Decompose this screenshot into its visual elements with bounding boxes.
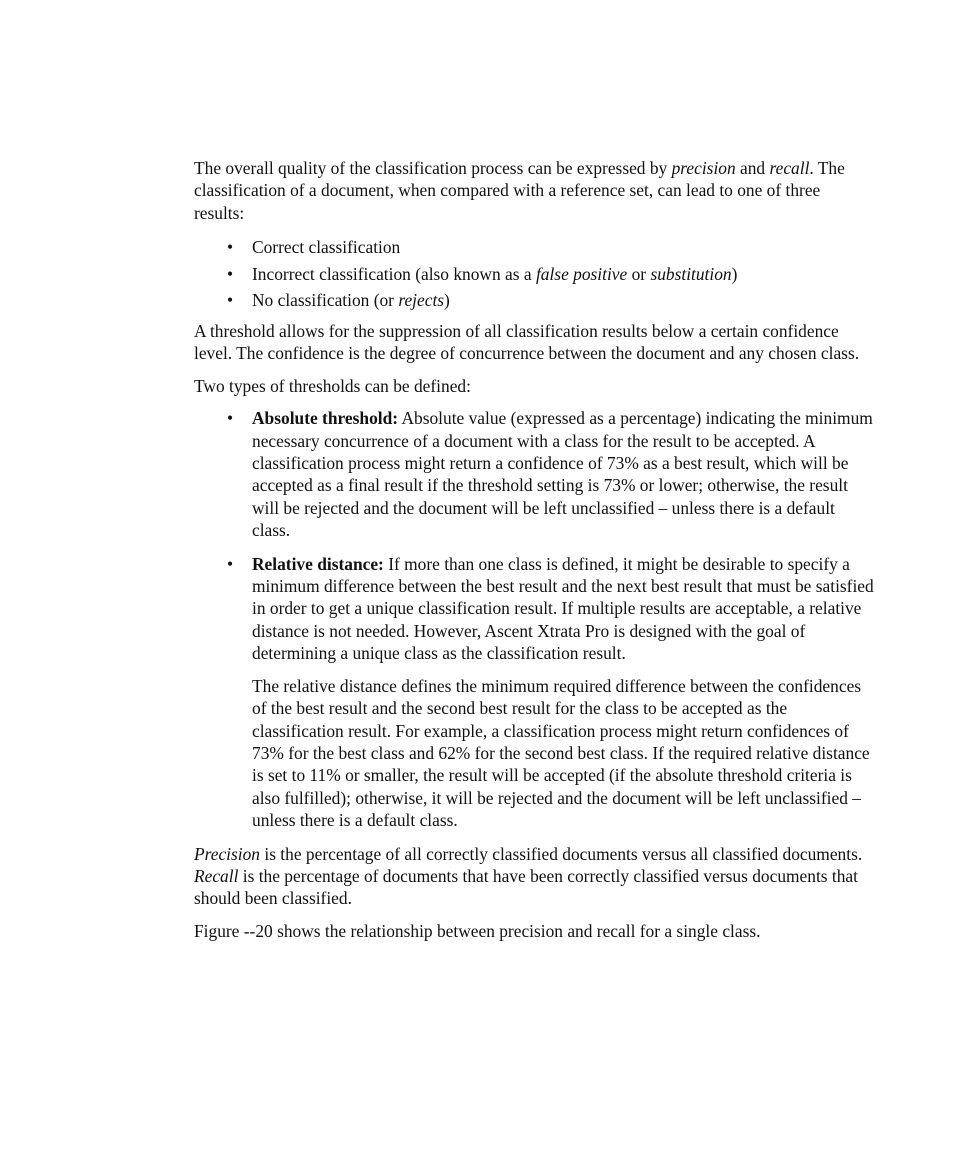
list-item-relative-distance: • Relative distance: If more than one class is defined, it might be desirable to specify a minimum difference between the best result and the next best result that must be satisfied in order to get a unique classification result. If multiple results are acceptable, a relative distance is not needed. However, Ascent Xtrata Pro is designed with the goal of determining a unique class as the classification result. The relative distance defines the minimum required difference between the confidences of the best result and the second best result for the class to be accepted as the classification result. For example, a classification process might return confidences of 73% for the best class and 62% for the second best class. If the required relative distance is set to 11% or smaller, the result will be accepted (if the absolute threshold criteria is also fulfilled); otherwise, it will be rejected and the document will be left unclassified – unless there is a default class. (227, 553, 874, 831)
list-item-absolute-threshold: • Absolute threshold: Absolute value (expressed as a percentage) indicating the minimum necessary concurrence of a document with a class for the result to be accepted. A classification process might return a confidence of 73% as a best result, which will be accepted as a final result if the threshold setting is 73% or lower; otherwise, the result will be rejected and the document will be left unclassified – unless there is a default class. (227, 408, 873, 541)
relative-distance-detail: The relative distance defines the minimum required difference between the confidences of the best result and the second best result for the class to be accepted as the classification result. For example, a classification process might return confidences of 73% for the best class and 62% for the second best class. If the required relative distance is set to 11% or smaller, the result will be accepted (if the absolute threshold criteria is also fulfilled); otherwise, it will be rejected and the document will be left unclassified – unless there is a default class. (252, 675, 870, 831)
intro-paragraph: The overall quality of the classification process can be expressed by precision and recall. The classification of a document, when compared with a reference set, can lead to one of three results: (194, 158, 845, 223)
bullet-icon: • (227, 408, 234, 429)
absolute-threshold-term: Absolute threshold: (252, 408, 399, 429)
bullet-icon: • (227, 263, 234, 284)
bullet-icon: • (227, 290, 234, 311)
definitions-paragraph: Precision is the percentage of all correctly classified documents versus all classified documents. Recall is the percentage of documents that have been correctly classified versus documents that should been classified. (194, 843, 863, 909)
threshold-types-list (194, 407, 874, 831)
bullet-icon: • (227, 553, 234, 574)
relative-distance-term: Relative distance: (252, 553, 384, 574)
recall-term: recall (769, 158, 810, 178)
list-item: • Correct classification (194, 234, 874, 261)
types-intro: Two types of thresholds can be defined: (194, 375, 471, 396)
threshold-paragraph: A threshold allows for the suppression of all classification results below a certain confidence level. The confidence is the degree of concurrence between the document and any chosen class. (194, 321, 860, 364)
list-item: • Incorrect classification (also known as a false positive or substitution) (194, 261, 874, 288)
list-item: • No classification (or rejects) (194, 287, 874, 314)
results-list (194, 234, 874, 314)
document-page (194, 157, 874, 942)
bullet-icon: • (227, 237, 234, 258)
figure-reference: Figure --20 shows the relationship between precision and recall for a single class. (194, 920, 761, 941)
precision-term: precision (671, 158, 736, 178)
